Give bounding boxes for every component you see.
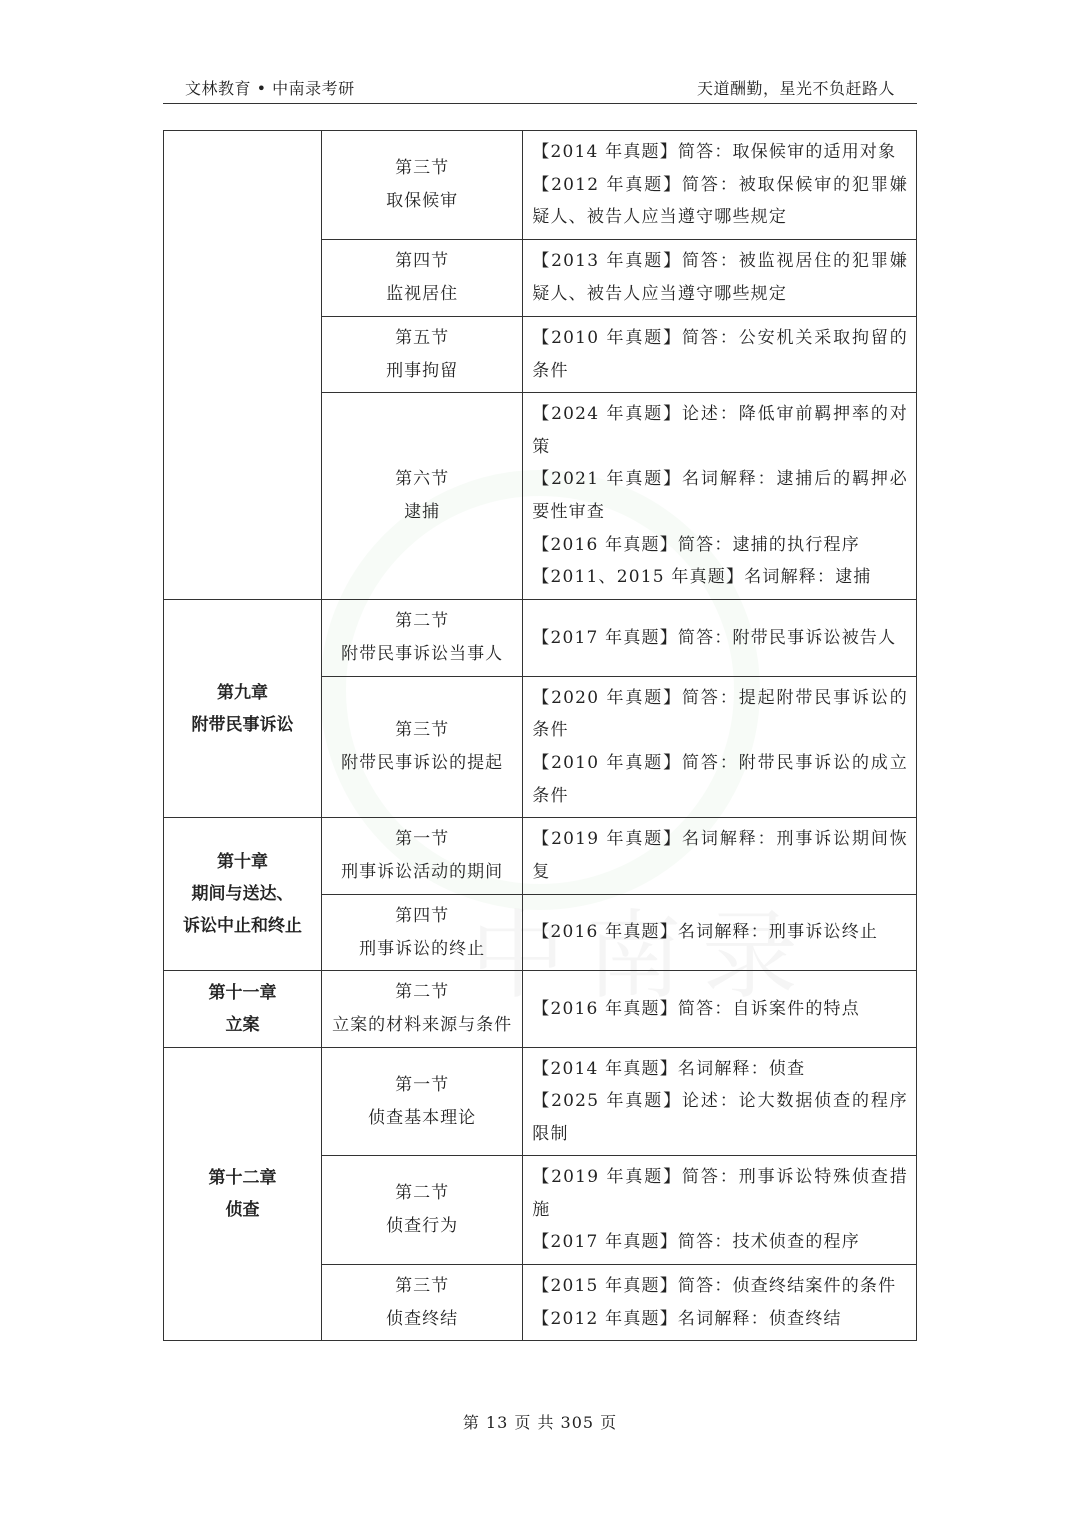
questions-cell xyxy=(523,1048,917,1156)
section-number: 第四节 xyxy=(395,905,450,926)
question-item: 【2015 年真题】简答：侦查终结案件的条件 xyxy=(532,1275,897,1296)
page-header xyxy=(163,72,917,104)
section-number: 第二节 xyxy=(395,982,450,1002)
section-cell xyxy=(322,1048,523,1156)
question-item: 【2014 年真题】名词解释：侦查 xyxy=(532,1058,806,1079)
question-item: 【2021 年真题】名词解释：逮捕后的羁押必要性审查 xyxy=(532,469,908,522)
header-right-text: 天道酬勤，星光不负赶路人 xyxy=(696,79,895,98)
question-item: 【2011、2015 年真题】名词解释：逮捕 xyxy=(532,567,872,588)
section-title: 刑事拘留 xyxy=(386,360,459,381)
section-title: 侦查终结 xyxy=(386,1308,459,1329)
section-title: 取保候审 xyxy=(386,191,459,211)
chapter-number: 第十一章 xyxy=(208,983,277,1003)
chapter-cell xyxy=(164,131,322,600)
questions-cell xyxy=(523,895,917,971)
question-item: 【2014 年真题】简答：取保候审的适用对象 xyxy=(532,142,897,163)
table-row xyxy=(164,131,917,240)
question-item: 【2016 年真题】简答：逮捕的执行程序 xyxy=(532,534,860,555)
question-item: 【2010 年真题】简答：附带民事诉讼的成立条件 xyxy=(532,753,908,806)
questions-cell xyxy=(523,1156,917,1265)
section-cell xyxy=(322,895,523,971)
section-number: 第一节 xyxy=(395,829,450,849)
section-cell xyxy=(322,1265,523,1341)
chapter-title: 侦查 xyxy=(225,1200,260,1220)
question-item: 【2012 年真题】简答：被取保候审的犯罪嫌疑人、被告人应当遵守哪些规定 xyxy=(532,174,908,228)
question-item: 【2017 年真题】简答：附带民事诉讼被告人 xyxy=(532,627,897,648)
section-number: 第三节 xyxy=(395,158,450,178)
section-title: 立案的材料来源与条件 xyxy=(332,1015,513,1035)
section-number: 第六节 xyxy=(395,469,450,489)
questions-cell xyxy=(523,393,917,600)
section-title: 刑事诉讼的终止 xyxy=(359,938,486,959)
section-number: 第五节 xyxy=(395,327,450,348)
chapter-title: 期间与送达、 xyxy=(191,884,294,904)
section-title: 逮捕 xyxy=(404,502,441,522)
section-number: 第二节 xyxy=(395,611,450,631)
section-number: 第二节 xyxy=(395,1183,450,1203)
question-item: 【2024 年真题】论述：降低审前羁押率的对策 xyxy=(532,404,908,457)
section-title: 侦查基本理论 xyxy=(368,1107,477,1128)
section-number: 第三节 xyxy=(395,1275,450,1296)
header-left-text: 文林教育 • 中南录考研 xyxy=(185,79,355,98)
section-cell xyxy=(322,677,523,818)
section-cell xyxy=(322,1156,523,1265)
section-number: 第四节 xyxy=(395,251,450,271)
questions-cell xyxy=(523,818,917,895)
section-cell xyxy=(322,393,523,600)
question-item: 【2019 年真题】名词解释：刑事诉讼期间恢复 xyxy=(532,829,908,882)
chapter-cell xyxy=(164,971,322,1048)
chapter-cell xyxy=(164,818,322,971)
questions-cell xyxy=(523,317,917,393)
question-item: 【2025 年真题】论述：论大数据侦查的程序限制 xyxy=(532,1091,908,1144)
question-item: 【2012 年真题】名词解释：侦查终结 xyxy=(532,1308,842,1329)
section-number: 第一节 xyxy=(395,1074,450,1095)
table-row xyxy=(164,971,917,1048)
question-item: 【2016 年真题】简答：自诉案件的特点 xyxy=(532,998,860,1019)
question-item: 【2020 年真题】简答：提起附带民事诉讼的条件 xyxy=(532,687,908,741)
section-cell xyxy=(322,240,523,317)
table-row xyxy=(164,600,917,677)
section-cell xyxy=(322,818,523,895)
section-cell xyxy=(322,317,523,393)
question-item: 【2019 年真题】简答：刑事诉讼特殊侦查措施 xyxy=(532,1167,908,1220)
section-cell xyxy=(322,131,523,240)
question-item: 【2010 年真题】简答：公安机关采取拘留的条件 xyxy=(532,327,908,381)
page-footer: 第 13 页 共 305 页 xyxy=(462,1413,618,1432)
question-item: 【2016 年真题】名词解释：刑事诉讼终止 xyxy=(532,922,879,943)
section-cell xyxy=(322,971,523,1048)
section-title: 附带民事诉讼的提起 xyxy=(341,753,504,773)
questions-cell xyxy=(523,1265,917,1341)
questions-cell xyxy=(523,240,917,317)
section-number: 第三节 xyxy=(395,720,450,740)
exam-topic-table xyxy=(163,130,917,1341)
questions-cell xyxy=(523,971,917,1048)
chapter-number: 第十二章 xyxy=(208,1168,277,1188)
questions-cell xyxy=(523,600,917,677)
question-item: 【2013 年真题】简答：被监视居住的犯罪嫌疑人、被告人应当遵守哪些规定 xyxy=(532,251,908,304)
questions-cell xyxy=(523,677,917,818)
table-row xyxy=(164,818,917,895)
chapter-title: 附带民事诉讼 xyxy=(191,714,294,735)
section-title: 附带民事诉讼当事人 xyxy=(341,644,504,664)
section-title: 监视居住 xyxy=(386,284,459,304)
chapter-cell xyxy=(164,600,322,818)
chapter-title: 诉讼中止和终止 xyxy=(183,916,303,936)
chapter-title: 立案 xyxy=(225,1015,260,1035)
question-item: 【2017 年真题】简答：技术侦查的程序 xyxy=(532,1232,860,1253)
section-cell xyxy=(322,600,523,677)
section-title: 侦查行为 xyxy=(386,1216,459,1236)
chapter-number: 第九章 xyxy=(217,682,269,703)
chapter-cell xyxy=(164,1048,322,1341)
table-row xyxy=(164,1048,917,1156)
chapter-number: 第十章 xyxy=(217,852,269,872)
questions-cell xyxy=(523,131,917,240)
section-title: 刑事诉讼活动的期间 xyxy=(341,862,504,882)
